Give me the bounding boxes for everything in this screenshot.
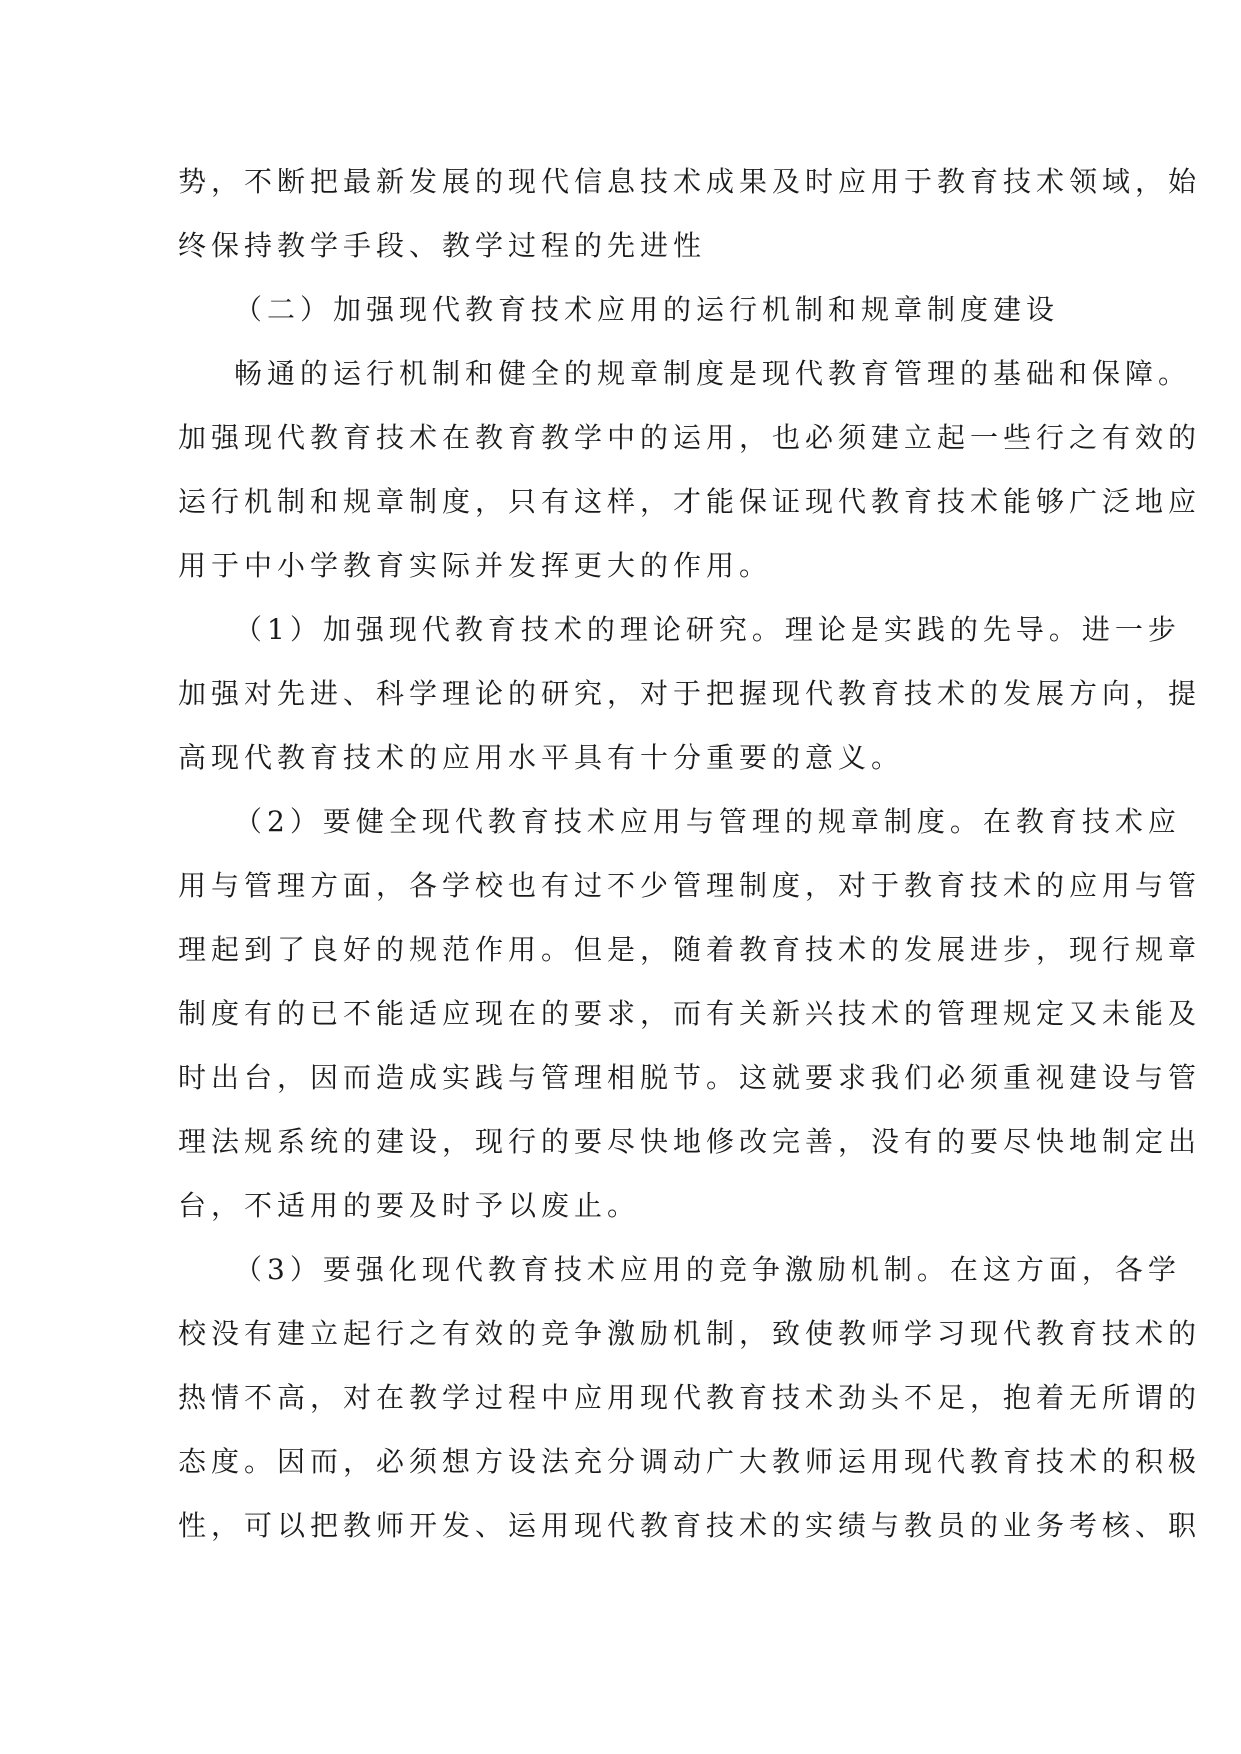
text-line: 态度。因而，必须想方设法充分调动广大教师运用现代教育技术的积极 (178, 1445, 1202, 1478)
text-line: 运行机制和规章制度，只有这样，才能保证现代教育技术能够广泛地应 (178, 485, 1202, 518)
text-line: 畅通的运行机制和健全的规章制度是现代教育管理的基础和保障。 (234, 357, 1192, 390)
text-line: （2）要健全现代教育技术应用与管理的规章制度。在教育技术应 (234, 805, 1181, 838)
text-line: （3）要强化现代教育技术应用的竞争激励机制。在这方面，各学 (234, 1253, 1181, 1286)
text-line: 校没有建立起行之有效的竞争激励机制，致使教师学习现代教育技术的 (178, 1317, 1202, 1350)
paragraph-item-2 (178, 790, 1202, 1238)
text-line: 热情不高，对在教学过程中应用现代教育技术劲头不足，抱着无所谓的 (178, 1381, 1202, 1414)
text-line: （1）加强现代教育技术的理论研究。理论是实践的先导。进一步 (234, 613, 1181, 646)
text-line: 高现代教育技术的应用水平具有十分重要的意义。 (178, 741, 905, 774)
paragraph-item-3 (178, 1238, 1202, 1558)
body-text (178, 150, 1202, 1558)
paragraph-continuation (178, 150, 1202, 278)
text-line: 台，不适用的要及时予以废止。 (178, 1189, 641, 1222)
text-line: 性，可以把教师开发、运用现代教育技术的实绩与教员的业务考核、职 (178, 1509, 1202, 1542)
text-line: 终保持教学手段、教学过程的先进性 (178, 229, 707, 262)
text-line: （二）加强现代教育技术应用的运行机制和规章制度建设 (234, 293, 1060, 326)
text-line: 制度有的已不能适应现在的要求，而有关新兴技术的管理规定又未能及 (178, 997, 1202, 1030)
text-line: 时出台，因而造成实践与管理相脱节。这就要求我们必须重视建设与管 (178, 1061, 1202, 1094)
paragraph-intro (178, 342, 1202, 598)
text-line: 用与管理方面，各学校也有过不少管理制度，对于教育技术的应用与管 (178, 869, 1202, 902)
paragraph-item-1 (178, 598, 1202, 790)
text-line: 加强现代教育技术在教育教学中的运用，也必须建立起一些行之有效的 (178, 421, 1202, 454)
text-line: 势，不断把最新发展的现代信息技术成果及时应用于教育技术领域，始 (178, 165, 1202, 198)
text-line: 加强对先进、科学理论的研究，对于把握现代教育技术的发展方向，提 (178, 677, 1202, 710)
text-line: 理法规系统的建设，现行的要尽快地修改完善，没有的要尽快地制定出 (178, 1125, 1202, 1158)
text-line: 用于中小学教育实际并发挥更大的作用。 (178, 549, 773, 582)
paragraph-section-heading (178, 278, 1071, 342)
text-line: 理起到了良好的规范作用。但是，随着教育技术的发展进步，现行规章 (178, 933, 1202, 966)
